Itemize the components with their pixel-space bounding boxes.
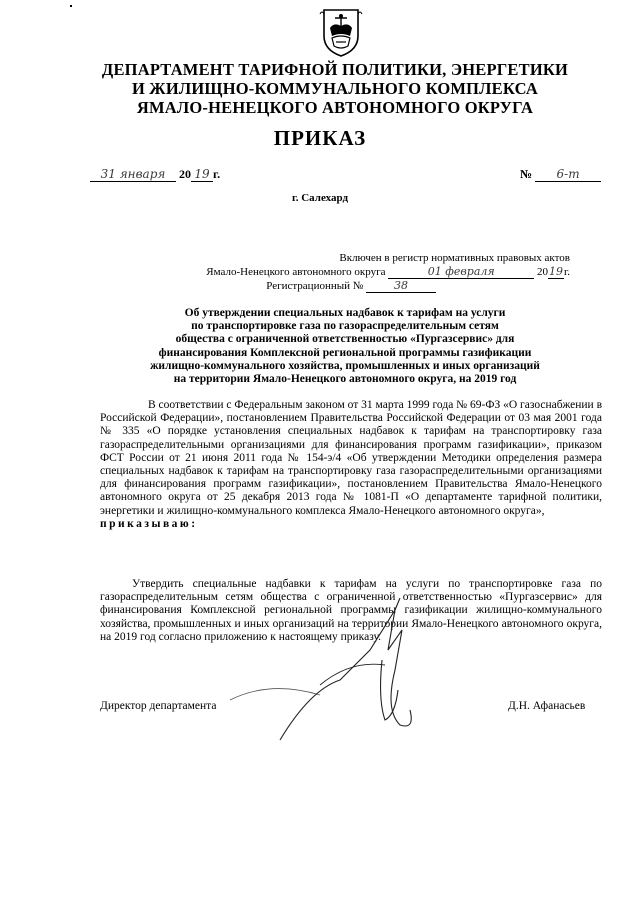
decision-paragraph: Утвердить специальные надбавки к тарифам на услуги по транспортировке газа по газораспределительным сетям общества с ограниченной ответственностью «Пургазсервис» для финансирования Комплексной региональной программы газификации жилищно-коммунального хозяйства, промышленных и иных организаций на территории Ямало-Ненецкого автономного округа, на 2019 год согласно приложению к настоящему приказу. <box>100 578 602 643</box>
document-type-title: ПРИКАЗ <box>273 126 367 150</box>
title-line-6: на территории Ямало-Ненецкого автономного округа, на 2019 год <box>173 373 517 386</box>
year-suffix: г. <box>213 167 221 181</box>
department-line-3: ЯМАЛО-НЕНЕЦКОГО АВТОНОМНОГО ОКРУГА <box>136 98 534 117</box>
order-date <box>90 167 220 182</box>
signatory-position: Директор департамента <box>100 700 217 712</box>
title-line-4: финансирования Комплексной региональной программы газификации <box>158 346 532 359</box>
registration-line-3: Регистрационный № 38 <box>150 279 570 293</box>
department-line-2: И ЖИЛИЩНО-КОММУНАЛЬНОГО КОМПЛЕКСА <box>131 79 539 98</box>
order-word: приказываю: <box>100 517 198 530</box>
title-line-3: общества с ограниченной ответственностью «Пургазсервис» для <box>175 333 515 346</box>
signature-icon <box>170 590 470 750</box>
department-line-1: ДЕПАРТАМЕНТ ТАРИФНОЙ ПОЛИТИКИ, ЭНЕРГЕТИКИ <box>101 60 569 79</box>
registration-number-handwritten: 38 <box>366 279 436 293</box>
scan-speck <box>70 5 72 7</box>
title-line-2: по транспортировке газа по газораспределительным сетям <box>191 320 499 333</box>
order-title <box>110 307 580 386</box>
registration-line-2: Ямало-Ненецкого автономного округа 01 февраля 2019г. <box>206 265 570 278</box>
year-handwritten: 19 <box>191 167 213 182</box>
title-line-5: жилищно-коммунального хозяйства, промышленных и иных организаций <box>150 359 540 372</box>
registration-year-handwritten: 19 <box>548 265 563 278</box>
city-line: г. Салехард <box>291 192 349 204</box>
signatory-name: Д.Н. Афанасьев <box>508 700 586 712</box>
date-handwritten: 31 января <box>90 167 176 182</box>
coat-of-arms-icon <box>318 6 364 58</box>
registration-date-handwritten: 01 февраля <box>388 265 534 279</box>
year-prefix: 20 <box>179 167 191 181</box>
number-handwritten: 6-т <box>535 167 601 182</box>
preamble-paragraph: В соответствии с Федеральным законом от 31 марта 1999 года № 69-ФЗ «О газоснабжении в Российской Федерации», постановлением Правительства Российской Федерации от 03 мая 2001 года № 335 «О порядке установления специальных надбавок к тарифам на транспортировку газа газораспределительными организациями для финансирования программ газификации», приказом ФСТ России от 21 июня 2011 года № 154-э/4 «Об утверждении Методики определения размера специальных надбавок к тарифам на транспортировку газа газораспределительными организациями для финансирования программ газификации», постановлением Правительства Ямало-Ненецкого автономного округа от 25 декабря 2013 года № 1081-П «О департаменте тарифной политики, энергетики и жилищно-коммунального комплекса Ямало-Ненецкого автономного округа», приказываю: <box>100 399 602 530</box>
order-number <box>520 167 601 182</box>
registration-stamp <box>150 252 570 293</box>
number-label: № <box>520 167 533 181</box>
department-header <box>70 60 600 117</box>
title-line-1: Об утверждении специальных надбавок к тарифам на услуги <box>184 307 506 319</box>
registration-line-1: Включен в регистр нормативных правовых актов <box>339 252 570 264</box>
